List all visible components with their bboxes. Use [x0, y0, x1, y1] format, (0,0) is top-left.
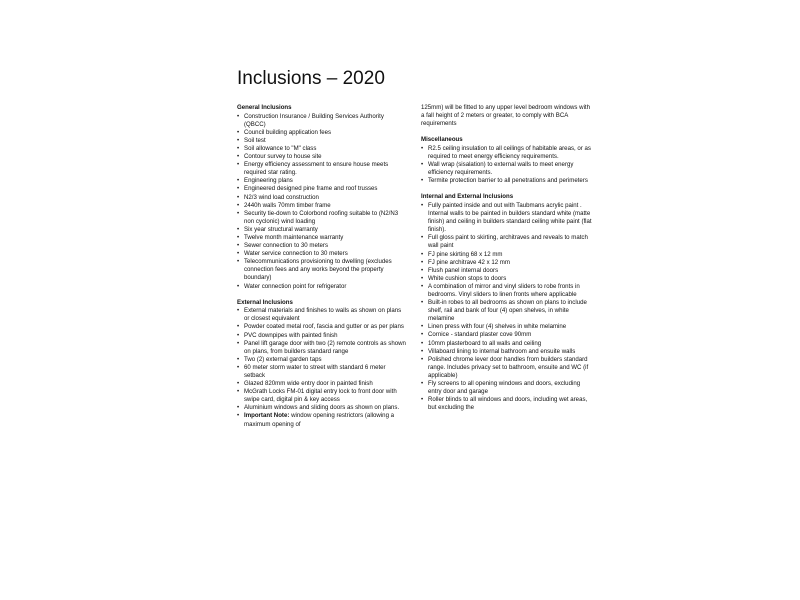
bullet-icon: •: [237, 282, 240, 290]
item-text: Telecommunications provisioning to dwelling (excludes connection fees and any works beyond the property boundary): [244, 258, 392, 282]
bullet-icon: •: [237, 136, 240, 144]
bullet-icon: •: [237, 153, 240, 161]
bullet-icon: •: [421, 274, 424, 282]
item-text: Security tie-down to Colorbond roofing suitable to (N2/N3 non cyclonic) wind loading: [244, 209, 399, 225]
list-item: [237, 137, 407, 145]
list-item: [237, 145, 407, 153]
bullet-icon: •: [237, 161, 240, 169]
item-text: Full gloss paint to skirting, architraves and reveals to match wall paint: [428, 234, 588, 250]
bullet-icon: •: [237, 331, 240, 339]
list-item: [237, 388, 407, 404]
list-item: [421, 202, 593, 234]
list-item: [237, 210, 407, 226]
item-text: N2/3 wind load construction: [244, 193, 319, 201]
bullet-icon: •: [421, 396, 424, 404]
bullet-icon: •: [421, 177, 424, 185]
bullet-list: [237, 307, 407, 428]
item-text: 2440h walls 70mm timber frame: [244, 201, 331, 209]
bullet-icon: •: [237, 234, 240, 241]
item-text: Six year structural warranty: [244, 225, 318, 233]
list-item: [421, 145, 593, 161]
bullet-icon: •: [237, 242, 240, 250]
item-text: External materials and finishes to walls as shown on plans or closest equivalent: [244, 307, 402, 323]
right-column: [421, 104, 593, 420]
item-text: Wall wrap (sisalation) to external walls to meet energy efficiency requirements.: [428, 161, 574, 177]
list-item: [421, 356, 593, 380]
item-text: Glazed 820mm wide entry door in painted finish: [244, 380, 373, 388]
list-item: [237, 412, 407, 428]
list-item: [237, 404, 407, 412]
item-text: Two (2) external garden taps: [244, 355, 322, 363]
bullet-icon: •: [421, 323, 424, 331]
bullet-icon: •: [421, 282, 424, 290]
list-item: [237, 161, 407, 177]
list-item: [237, 177, 407, 185]
list-item: [237, 185, 407, 193]
list-item: [237, 307, 407, 323]
bullet-icon: •: [237, 380, 240, 388]
bullet-icon: •: [237, 128, 240, 136]
bullet-icon: •: [421, 339, 424, 347]
item-text: Energy efficiency assessment to ensure house meets required star rating.: [244, 161, 389, 177]
list-item: [421, 234, 593, 250]
bullet-icon: •: [237, 177, 240, 185]
bullet-icon: •: [421, 380, 424, 387]
item-text: Aluminium windows and sliding doors as shown on plans.: [244, 404, 400, 412]
bullet-icon: •: [421, 355, 424, 363]
bullet-icon: •: [421, 161, 424, 169]
list-item: [237, 194, 407, 202]
list-item: [237, 113, 407, 129]
item-text: Twelve month maintenance warranty: [244, 234, 344, 241]
list-item: [237, 226, 407, 234]
list-item: [421, 348, 593, 356]
bullet-list: [421, 145, 593, 185]
bullet-icon: •: [237, 363, 240, 371]
list-item: [421, 275, 593, 283]
bullet-icon: •: [421, 250, 424, 258]
list-item: [237, 283, 407, 291]
item-text: Sewer connection to 30 meters: [244, 242, 329, 250]
item-text: Engineered designed pine frame and roof trusses: [244, 185, 378, 193]
item-text: FJ pine architrave 42 x 12 mm: [428, 258, 510, 266]
item-text: 60 meter storm water to street with standard 6 meter setback: [244, 363, 386, 379]
bullet-icon: •: [237, 323, 240, 331]
item-text: Fully painted inside and out with Taubmans acrylic paint . Internal walls to be painted in builders standard white (matte finish) and ceiling in builders standard ceiling white paint (flat finish).: [428, 201, 592, 234]
bullet-icon: •: [237, 388, 240, 396]
item-text: McGrath Locks FM-01 digital entry lock to front door with swipe card, digital pin & key access: [244, 388, 397, 404]
bullet-icon: •: [237, 209, 240, 217]
bullet-icon: •: [237, 112, 240, 120]
item-text: FJ pine skirting 68 x 12 mm: [428, 250, 503, 258]
bullet-icon: •: [237, 258, 240, 266]
bullet-icon: •: [237, 225, 240, 233]
list-item: [421, 283, 593, 299]
item-text: window opening restrictors (allowing a maximum opening of: [244, 412, 395, 428]
bullet-icon: •: [237, 355, 240, 363]
list-item: [237, 332, 407, 340]
list-item: [421, 161, 593, 177]
item-emphasis: Important Note:: [244, 412, 290, 420]
section-heading: Internal and External Inclusions: [421, 193, 514, 201]
list-item: [421, 340, 593, 348]
right-sections: [421, 136, 593, 412]
left-column: [237, 104, 407, 437]
bullet-icon: •: [421, 144, 424, 152]
bullet-icon: •: [421, 201, 424, 209]
section-general-inclusions: [237, 104, 407, 291]
list-item: [421, 396, 593, 412]
page-title: Inclusions – 2020: [237, 68, 385, 89]
list-item: [421, 251, 593, 259]
item-text: Termite protection barrier to all penetrations and perimeters: [428, 177, 588, 185]
bullet-icon: •: [421, 234, 424, 242]
list-item: [421, 259, 593, 267]
item-text: Construction Insurance / Building Services Authority (QBCC): [244, 112, 384, 128]
item-text: Water connection point for refrigerator: [244, 282, 347, 290]
list-item: [237, 153, 407, 161]
list-item: [421, 299, 593, 323]
bullet-icon: •: [237, 193, 240, 201]
section-internal-and-external-inclusions: [421, 193, 593, 412]
bullet-icon: •: [421, 347, 424, 355]
section-heading: External Inclusions: [237, 298, 293, 306]
item-text: Fly screens to all opening windows and doors, excluding entry door and garage: [428, 380, 581, 396]
continued-text: 125mm) will be fitted to any upper level bedroom windows with a fall height of 2 meters or greater, to comply with BCA requirements: [421, 104, 591, 128]
item-text: Water service connection to 30 meters: [244, 250, 348, 258]
bullet-list: [237, 113, 407, 291]
item-text: Soil allowance to "M" class: [244, 144, 317, 152]
bullet-icon: •: [237, 404, 240, 412]
section-miscellaneous: [421, 136, 593, 185]
bullet-icon: •: [237, 144, 240, 152]
list-item: [237, 364, 407, 380]
item-text: 10mm plasterboard to all walls and ceiling: [428, 339, 542, 347]
section-heading: Miscellaneous: [421, 136, 463, 144]
list-item: [237, 323, 407, 331]
bullet-icon: •: [421, 331, 424, 339]
list-item: [237, 250, 407, 258]
list-item: [237, 380, 407, 388]
section-heading: General Inclusions: [237, 104, 292, 111]
item-text: Roller blinds to all windows and doors, including wet areas, but excluding the: [428, 396, 588, 412]
bullet-icon: •: [421, 266, 424, 274]
item-text: R2.5 ceiling insulation to all ceilings of habitable areas, or as required to meet energy efficiency requirements.: [428, 144, 591, 160]
item-text: Powder coated metal roof, fascia and gutter or as per plans: [244, 323, 404, 331]
section-external-inclusions: [237, 299, 407, 429]
list-item: [237, 202, 407, 210]
item-text: Villaboard lining to internal bathroom and ensuite walls: [428, 347, 576, 355]
bullet-icon: •: [237, 201, 240, 209]
item-text: Soil test: [244, 136, 266, 144]
list-item: [237, 340, 407, 356]
item-text: Built-in robes to all bedrooms as shown on plans to include shelf, rail and bank of four (4) open shelves, in white melamine: [428, 299, 587, 323]
item-text: A combination of mirror and vinyl sliders to robe fronts in bedrooms. Vinyl sliders to linen fronts where applicable: [428, 282, 580, 298]
item-text: Council building application fees: [244, 128, 332, 136]
list-item: [421, 380, 593, 396]
bullet-icon: •: [237, 185, 240, 193]
list-item: [421, 267, 593, 275]
list-item: [237, 234, 407, 242]
bullet-icon: •: [421, 299, 424, 307]
item-text: Panel lift garage door with two (2) remote controls as shown on plans, from builders standard range: [244, 339, 406, 355]
list-item: [237, 258, 407, 282]
list-item: [421, 331, 593, 339]
item-text: Cornice - standard plaster cove 90mm: [428, 331, 532, 339]
bullet-icon: •: [421, 258, 424, 266]
item-text: White cushion stops to doors: [428, 274, 507, 282]
list-item: [237, 242, 407, 250]
item-text: Flush panel internal doors: [428, 266, 499, 274]
item-text: Polished chrome lever door handles from builders standard range. Includes privacy set to bathroom, ensuite and WC (if applicable): [428, 355, 589, 379]
item-text: Engineering plans: [244, 177, 293, 185]
item-text: Contour survey to house site: [244, 153, 322, 161]
bullet-list: [421, 202, 593, 412]
bullet-icon: •: [237, 339, 240, 347]
item-text: PVC downpipes with painted finish: [244, 331, 338, 339]
list-item: [237, 356, 407, 364]
item-text: Linen press with four (4) shelves in white melamine: [428, 323, 567, 331]
bullet-icon: •: [237, 412, 240, 420]
list-item: [421, 177, 593, 185]
list-item: [237, 129, 407, 137]
bullet-icon: •: [237, 250, 240, 258]
bullet-icon: •: [237, 307, 240, 315]
list-item: [421, 323, 593, 331]
